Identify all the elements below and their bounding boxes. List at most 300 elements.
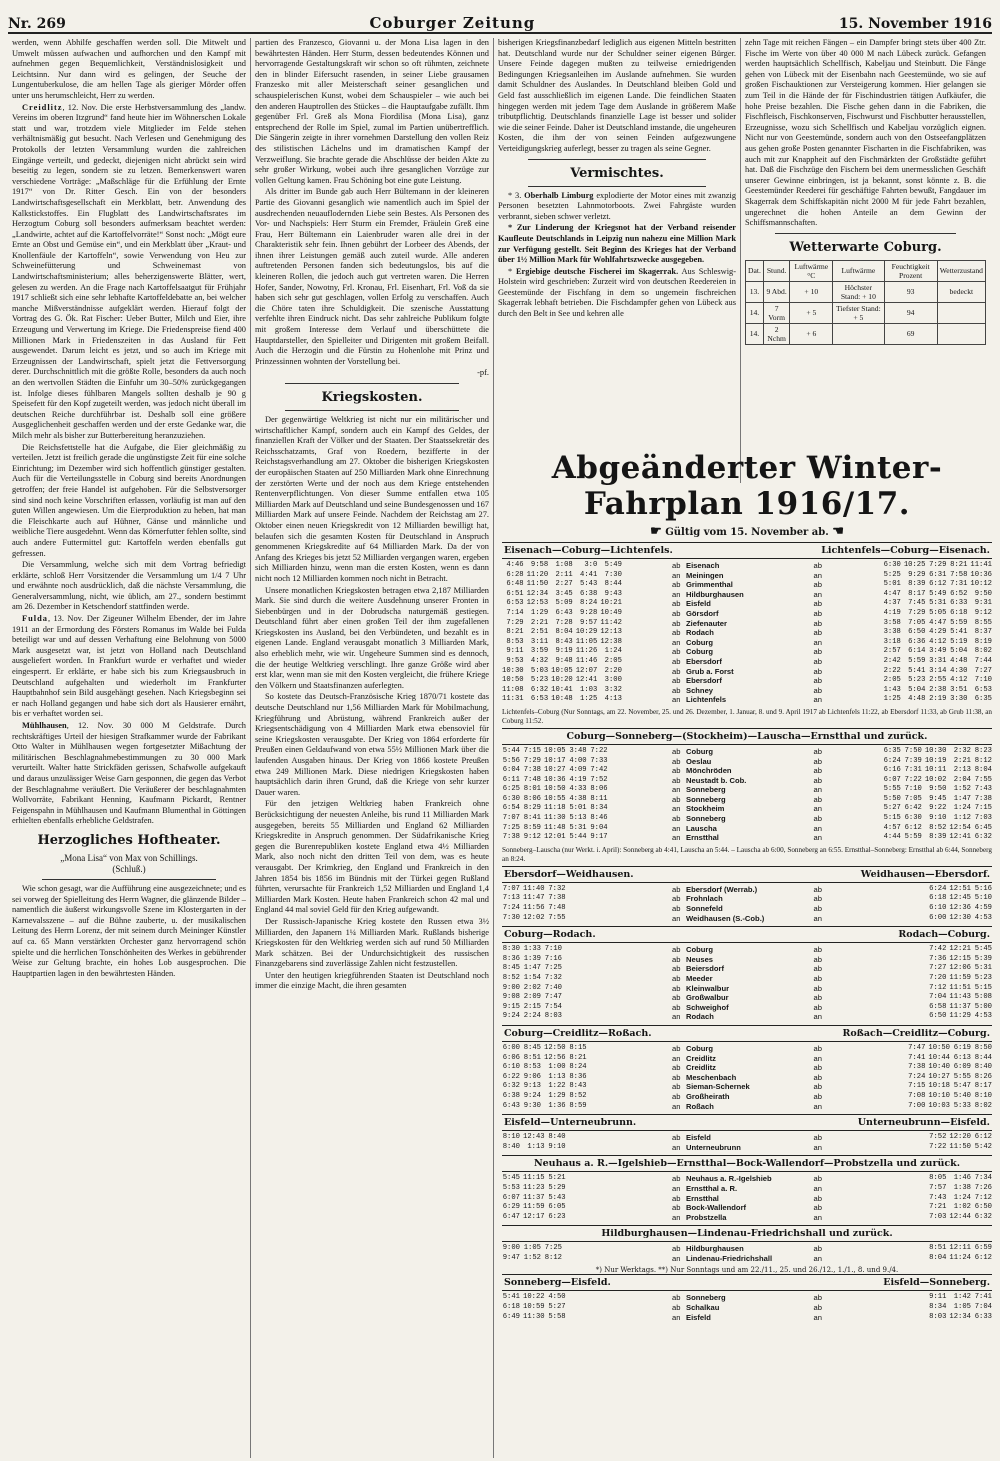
departure-time: 1:24 bbox=[604, 647, 622, 656]
departure-time: 6:35 bbox=[883, 746, 901, 755]
station-row bbox=[672, 619, 822, 629]
station-row bbox=[672, 1213, 822, 1223]
departure-time: 6:47 bbox=[502, 1212, 520, 1221]
train-column bbox=[502, 747, 520, 843]
departure-time: 8:10 bbox=[502, 1133, 520, 1142]
departure-time: 6:33 bbox=[974, 1312, 992, 1321]
station-row bbox=[672, 609, 822, 619]
outbound-times bbox=[502, 885, 672, 923]
departure-time: 5:16 bbox=[974, 884, 992, 893]
timetable bbox=[502, 450, 992, 1325]
departure-time: 1:13 bbox=[527, 1142, 545, 1151]
route-block bbox=[502, 1044, 992, 1111]
departure-time: 9:22 bbox=[929, 804, 947, 813]
station-row bbox=[672, 638, 822, 648]
arrival-departure-flag: an bbox=[813, 695, 822, 705]
station-name: Neustadt b. Cob. bbox=[686, 775, 747, 785]
arrival-departure-flag: ab bbox=[813, 766, 822, 776]
departure-time: 9:13 bbox=[523, 1082, 541, 1091]
misc-heading: Vermischtes. bbox=[570, 165, 664, 181]
arrival-departure-flag: an bbox=[672, 1142, 681, 1152]
station-row bbox=[672, 695, 822, 705]
departure-time: 11:40 bbox=[523, 884, 545, 893]
departure-time: 12:56 bbox=[544, 1053, 566, 1062]
war-costs-p3: So kostete das Deutsch-Französische Krieg 1870/71 kostete das deutsche Deutschland nur 1,56 Milliarden Mark für Mobilmachung, Kriegführung und Abrüstung, während Frankreich außer der Kriegsentschädigung von 4 Milliarden Mark etwa ebensoviel für seine Kriegskosten verausgabte. Der Krieg von 1864 erforderte für Preußen einen Geldaufwand von etwa 55½ Millionen Mark über die laufenden Ausgaben hinaus. Der Krieg von 1866 kostete Preußen etwa 249 Millionen Mark. Diese niedrigen Kriegskosten haben hauptsächlich darin ihren Grund, daß die Kriege von sehr kurzer Dauer waren. bbox=[255, 692, 489, 797]
departure-time: 6:11 bbox=[502, 775, 520, 784]
departure-time: 5:40 bbox=[953, 1091, 971, 1100]
station-row bbox=[672, 1203, 822, 1213]
departure-time: 1:47 bbox=[953, 794, 971, 803]
train-column bbox=[925, 747, 947, 843]
arrival-departure-flag: ab bbox=[672, 1082, 681, 1092]
departure-time: 6:43 bbox=[502, 1101, 520, 1110]
departure-time: 6:18 bbox=[502, 1303, 520, 1312]
departure-time: 10:18 bbox=[928, 1082, 950, 1091]
arrival-departure-flag: ab bbox=[672, 1174, 681, 1184]
arrival-departure-flag: ab bbox=[672, 884, 681, 894]
departure-time: 11:56 bbox=[523, 904, 545, 913]
arrival-departure-flag: an bbox=[672, 637, 681, 647]
station-row bbox=[672, 1303, 822, 1313]
departure-time: 11:08 bbox=[502, 685, 524, 694]
departure-time: 6:50 bbox=[974, 1203, 992, 1212]
station-name: Ebersdorf bbox=[686, 676, 722, 686]
station-name: Meeder bbox=[686, 974, 713, 983]
departure-time: 8:12 bbox=[974, 756, 992, 765]
station-name: Oeslau bbox=[686, 756, 712, 766]
departure-time: 6:14 bbox=[908, 647, 926, 656]
weather-cell: + 5 bbox=[790, 302, 833, 323]
train-column bbox=[974, 945, 992, 1022]
departure-time: 11:15 bbox=[523, 1174, 545, 1183]
departure-time: 9:11 bbox=[506, 647, 524, 656]
departure-time: 11:05 bbox=[575, 637, 598, 646]
departure-time: 8:10 bbox=[974, 1091, 992, 1100]
arrival-departure-flag: an bbox=[813, 637, 822, 647]
departure-time: 9:00 bbox=[502, 1244, 520, 1253]
departure-time: 7:15 bbox=[908, 1082, 926, 1091]
arrival-departure-flag: an bbox=[813, 1253, 822, 1263]
departure-time: 8:04 bbox=[555, 628, 573, 637]
departure-time: 7:07 bbox=[502, 884, 520, 893]
departure-time: 8:26 bbox=[974, 1072, 992, 1081]
column-2 bbox=[251, 38, 494, 1458]
station-name: Creidlitz bbox=[686, 1053, 716, 1063]
return-times bbox=[822, 1133, 992, 1152]
departure-time: 9:24 bbox=[502, 1012, 520, 1021]
departure-time: 6:53 bbox=[506, 599, 524, 608]
train-column bbox=[970, 561, 992, 705]
departure-time: 4:12 bbox=[950, 676, 968, 685]
page-number: Nr. 269 bbox=[8, 16, 66, 32]
departure-time: 7:44 bbox=[974, 656, 992, 665]
arrival-departure-flag: ab bbox=[813, 1002, 822, 1012]
weather-cell bbox=[937, 302, 985, 323]
arrival-departure-flag: an bbox=[813, 1212, 822, 1222]
station-row bbox=[672, 1133, 822, 1143]
departure-time: 3:11 bbox=[530, 637, 549, 646]
station-row bbox=[672, 824, 822, 834]
divider bbox=[42, 879, 216, 880]
departure-time: 2:22 bbox=[883, 666, 901, 675]
departure-time: 6:12 bbox=[904, 823, 922, 832]
route-block bbox=[502, 1174, 992, 1222]
departure-time: 10:36 bbox=[544, 775, 566, 784]
arrival-departure-flag: ab bbox=[813, 1293, 822, 1303]
departure-time: 7:25 bbox=[502, 823, 520, 832]
muehlhausen-dateline: Mühlhausen bbox=[22, 721, 67, 730]
arrival-departure-flag: ab bbox=[813, 1193, 822, 1203]
departure-time: 4:59 bbox=[974, 904, 992, 913]
departure-time: 7:48 bbox=[523, 775, 541, 784]
arrival-departure-flag: an bbox=[672, 823, 681, 833]
route-title: Neuhaus a. R.—Igelshieb—Ernstthal—Bock-Wallendorf—Probstzella und zurück. bbox=[533, 1158, 961, 1170]
departure-time: 4:13 bbox=[604, 695, 622, 704]
station-row bbox=[672, 814, 822, 824]
departure-time: 7:27 bbox=[974, 666, 992, 675]
station-name: Creidlitz bbox=[686, 1063, 716, 1073]
departure-time: 8:41 bbox=[523, 814, 541, 823]
train-column bbox=[544, 747, 566, 843]
timetable-validity bbox=[502, 524, 992, 539]
station-name: Ernstthal a. R. bbox=[686, 1183, 738, 1193]
departure-time: 12:02 bbox=[523, 913, 545, 922]
arrival-departure-flag: ab bbox=[813, 647, 822, 657]
departure-time: 6:52 bbox=[950, 589, 968, 598]
station-name: Probstzella bbox=[686, 1212, 727, 1222]
limburg-dateline: Oberhalb Limburg bbox=[524, 190, 594, 200]
arrival-departure-flag: ab bbox=[672, 1091, 681, 1101]
departure-time: 7:50 bbox=[904, 746, 922, 755]
departure-time: 6:22 bbox=[502, 1072, 520, 1081]
departure-time: 12:45 bbox=[949, 894, 971, 903]
arrival-departure-flag: ab bbox=[672, 1203, 681, 1213]
train-column bbox=[548, 1293, 566, 1322]
arrival-departure-flag: ab bbox=[672, 904, 681, 914]
departure-time: 11:30 bbox=[523, 1312, 545, 1321]
departure-time: 9:00 bbox=[502, 983, 520, 992]
arrival-departure-flag: ab bbox=[813, 1063, 822, 1073]
station-row bbox=[672, 1254, 822, 1264]
arrival-departure-flag: an bbox=[672, 1012, 681, 1022]
departure-time: 7:38 bbox=[974, 794, 992, 803]
station-name: Roßach bbox=[686, 1101, 714, 1111]
return-times bbox=[822, 885, 992, 923]
departure-time: 10:55 bbox=[544, 794, 566, 803]
train-column bbox=[928, 945, 946, 1022]
departure-time: 7:29 bbox=[929, 561, 947, 569]
weather-cell: 7 Vorm bbox=[763, 302, 790, 323]
departure-time: 7:47 bbox=[544, 993, 562, 1002]
station-name: Eisfeld bbox=[686, 1312, 711, 1322]
departure-time: 8:23 bbox=[974, 746, 992, 755]
route-right-title: Lichtenfels—Coburg—Eisenach. bbox=[821, 545, 990, 556]
departure-time: 8:04 bbox=[974, 766, 992, 775]
departure-time: 7:10 bbox=[904, 785, 922, 794]
station-list bbox=[672, 885, 822, 923]
arrival-departure-flag: ab bbox=[672, 954, 681, 964]
departure-time: 10:30 bbox=[502, 666, 524, 675]
arrival-departure-flag: ab bbox=[672, 1244, 681, 1254]
departure-time: 7:42 bbox=[929, 945, 947, 954]
departure-time: 5:42 bbox=[974, 1142, 992, 1151]
departure-time: 8:12 bbox=[544, 1253, 562, 1262]
departure-time: 4:19 bbox=[569, 775, 587, 784]
departure-time: 2:05 bbox=[883, 676, 901, 685]
departure-time: 7:20 bbox=[929, 974, 947, 982]
route-coburg-rodach-head bbox=[502, 926, 992, 943]
station-row bbox=[672, 955, 822, 965]
departure-time: 7:36 bbox=[929, 954, 947, 963]
departure-time: 5:41 bbox=[908, 666, 926, 675]
weather-cell: 13. bbox=[746, 281, 764, 302]
train-column bbox=[523, 1293, 545, 1322]
departure-time: 2:04 bbox=[953, 775, 971, 784]
departure-time: 6:24 bbox=[929, 884, 947, 893]
departure-time: 7:54 bbox=[544, 1002, 562, 1011]
train-column bbox=[904, 561, 926, 705]
train-column bbox=[551, 561, 573, 705]
departure-time: 11:30 bbox=[544, 814, 566, 823]
departure-time: 5:59 bbox=[908, 656, 926, 665]
departure-time: 8:52 bbox=[569, 1091, 587, 1100]
departure-time: 7:24 bbox=[502, 904, 520, 913]
departure-time: 11:31 bbox=[502, 695, 524, 704]
departure-time: 6:12 bbox=[974, 1253, 992, 1262]
departure-time: 7:00 bbox=[908, 1101, 926, 1110]
departure-time: 10:40 bbox=[928, 1063, 950, 1072]
arrival-departure-flag: an bbox=[672, 913, 681, 923]
departure-time: 2:19 bbox=[929, 695, 947, 704]
departure-time: 6:33 bbox=[950, 599, 968, 608]
creidlitz-dateline: Creidlitz bbox=[22, 102, 63, 112]
weather-col-temp: Luftwärme °C bbox=[790, 260, 833, 281]
train-column bbox=[949, 1174, 971, 1222]
train-column bbox=[974, 747, 992, 843]
route-block bbox=[502, 1133, 992, 1152]
arrival-departure-flag: an bbox=[813, 1312, 822, 1322]
arrival-departure-flag: ab bbox=[813, 794, 822, 804]
route-neuhaus-probstzella-head bbox=[502, 1155, 992, 1172]
divider bbox=[528, 159, 706, 160]
departure-time: 2:42 bbox=[883, 656, 901, 665]
arrival-departure-flag: an bbox=[813, 1183, 822, 1193]
departure-time: 6:53 bbox=[974, 685, 992, 694]
arrival-departure-flag: ab bbox=[813, 1303, 822, 1313]
divider bbox=[285, 383, 459, 384]
arrival-departure-flag: ab bbox=[672, 1293, 681, 1303]
departure-time: 7:28 bbox=[555, 618, 573, 627]
arrival-departure-flag: ab bbox=[813, 561, 822, 570]
departure-time: 8:05 bbox=[929, 1174, 947, 1183]
departure-time: 2:20 bbox=[604, 666, 622, 675]
station-name: Sonneberg bbox=[686, 794, 726, 804]
arrival-departure-flag: ab bbox=[672, 775, 681, 785]
weather-cell: + 6 bbox=[790, 323, 833, 344]
theater-heading: Herzogliches Hoftheater. bbox=[37, 832, 221, 848]
train-column bbox=[974, 1044, 992, 1111]
arrival-departure-flag: ab bbox=[813, 676, 822, 686]
departure-time: 5:59 bbox=[904, 833, 922, 842]
departure-time: 7:12 bbox=[929, 983, 947, 992]
departure-time: 10:05 bbox=[544, 746, 566, 755]
station-row bbox=[672, 1003, 822, 1013]
route-coburg-rossach-head bbox=[502, 1025, 992, 1042]
departure-time: 7:39 bbox=[904, 756, 922, 765]
departure-time: 9:15 bbox=[502, 1002, 520, 1011]
train-column bbox=[502, 1244, 520, 1263]
departure-time: 7:15 bbox=[523, 746, 541, 755]
departure-time: 12:43 bbox=[523, 1133, 545, 1142]
theater-review-cast: Als dritter im Bunde gab auch Herr Bültemann in der kleineren Partie des Giovanni gesanglich wie namentlich auch im Spiel der ausdrechenden neuauflodernden Liebe sein Bestes. Als Personen des Vor- und Nachspiels: Herr Sturm ein Fremder, Fräulein Greß eine Frau, Herr Bültemann ein Laienbruder waren alle drei in der Charakteristik sehr fein. Ihnen gebührt der Lorbeer des Abends, der ihnen ihrer Leistungen gemäß auch zuteil wurde. Alle anderen auftretenden Personen fanden sich bedeutungslos, bis auf die kleineren Rollen, die jedoch auch gut vertreten waren. Die Herren Hofer, Sander, Nowotny, Frl. Kronau, Frl. Eisenhart, Frl. Voß da sie haben sich sehr gut geschlagen, vollen Erfolg zu verschaffen. Auch die Chöre taten ihre Schuldigkeit. Die szenische Ausstattung verfehlte ihren Eindruck nicht. Das sehr zahlreiche Publikum folgte mit großem Interesse dem Verlauf und überschüttete die Hauptdarsteller, den Spielleiter und Dirigenten mit großem Beifall. Auch die Herzogin und die Fürstin zu Hohenlohe mit Prinz und Prinzessinnen wohnten der Vorstellung bei. bbox=[255, 187, 489, 366]
departure-time: 6:29 bbox=[502, 1203, 520, 1212]
departure-time: 7:40 bbox=[544, 983, 562, 992]
fishing-text: Aus Schleswig-Holstein wird geschrieben: Zurzeit wird von deutschen Reedereien in Geestemünde der Fischfang in dem so ungemein fischreichen Skagerrak lebhaft betrieben. Die Fischdampfer gehen von Lübeck aus durch den Belt in See und kehren alle bbox=[498, 266, 736, 319]
departure-time: 9:08 bbox=[502, 993, 520, 1002]
arrival-departure-flag: an bbox=[672, 1101, 681, 1111]
departure-time: 9:50 bbox=[929, 785, 947, 794]
departure-time: 3:38 bbox=[883, 628, 901, 637]
station-name: Großheirath bbox=[686, 1091, 730, 1101]
divider bbox=[285, 410, 459, 411]
arrival-departure-flag: ab bbox=[813, 656, 822, 666]
departure-time: 6:51 bbox=[506, 589, 524, 598]
weather-col-hour: Stund. bbox=[763, 260, 790, 281]
train-column bbox=[523, 945, 541, 1022]
departure-time: 4:33 bbox=[569, 785, 587, 794]
meeting-close-paragraph: Die Versammlung, welche sich mit dem Vortrag befriedigt erklärte, schloß Herr Vorsitzender die Versammlung um 1/4 7 Uhr und erwähnte noch ausdrücklich, daß die nächste Versammlung, die Generalversammlung, nicht, wie üblich, am 27., sondern bestimmt am 26. Dezember in Ketschendorf stattfinden werde. bbox=[12, 560, 246, 612]
departure-time: 3:0 bbox=[584, 561, 598, 569]
train-column bbox=[502, 945, 520, 1022]
station-name: Eisenach bbox=[686, 561, 720, 570]
departure-time: 6:24 bbox=[883, 756, 901, 765]
departure-time: 2:13 bbox=[953, 766, 971, 775]
arrival-departure-flag: ab bbox=[813, 580, 822, 590]
departure-time: 9:04 bbox=[590, 823, 608, 832]
station-name: Lindenau-Friedrichshall bbox=[686, 1253, 773, 1263]
war-costs-p4: Für den jetzigen Weltkrieg haben Frankreich ohne Berücksichtigung der neuesten Anleihe, bis rund 11 Milliarden Mark ausgegeben, bereits 55 Milliarden und England 62 Milliarden Kriegskredite in Anspruch genommen. Der Südafrikanische Krieg gegen die Burenrepubliken kostete England etwa 4½ Milliarden Mark, also noch nicht den dritten Teil von dem, was es heute verausgabt. Der Krimkrieg, den England und Frankreich in den Jahren 1854 bis 1856 im Bündnis mit der Türkei gegen Rußland führten, verursachte für Frankreich 1,52 Milliarden und England 1,4 Milliarden Mark Kosten. Heute haben Frankreich schon 42 mal und England 44 mal soviel Geld für den Krieg aufgewandt. bbox=[255, 799, 489, 915]
departure-time: 3:30 bbox=[950, 695, 968, 704]
departure-time: 7:32 bbox=[548, 884, 566, 893]
departure-time: 1:13 bbox=[548, 1072, 566, 1081]
departure-time: 1:24 bbox=[953, 804, 971, 813]
weather-row bbox=[746, 323, 986, 344]
departure-time: 1:05 bbox=[523, 1244, 541, 1253]
departure-time: 6:10 bbox=[502, 1063, 520, 1072]
departure-time: 11:42 bbox=[600, 618, 622, 627]
station-name: Coburg bbox=[686, 637, 713, 647]
departure-time: 7:52 bbox=[929, 1133, 947, 1142]
departure-time: 9:53 bbox=[506, 656, 524, 665]
theater-subheading: „Mona Lisa“ von Max von Schillings. bbox=[60, 852, 198, 863]
arrival-departure-flag: ab bbox=[672, 628, 681, 638]
weather-col-humidity: Feuchtigkeit Prozent bbox=[884, 260, 937, 281]
route-title: Coburg—Sonneberg—(Stockheim)—Lauscha—Ernstthal und zurück. bbox=[566, 730, 928, 742]
train-column bbox=[953, 1044, 971, 1111]
route-left-title: Eisfeld—Unterneubrunn. bbox=[504, 1117, 637, 1129]
arrival-departure-flag: ab bbox=[813, 974, 822, 983]
route-block bbox=[502, 945, 992, 1022]
train-column bbox=[502, 1133, 520, 1152]
eggs-paragraph: Die Reichsfettstelle hat die Aufgabe, die Eier gleichmäßig zu verteilen. Jetzt ist freilich gerade die ungünstigste Zeit für eine solche Einrichtung; im Dezember wird sich hoffentlich günstiger gestalten. Auch für die Verteilungsstelle in Coburg sind bereits Anordnungen getroffen; der freie Handel ist aufgehoben. Für die Selbstversorger sind sind noch keine Vorschriften erlassen, vorläufig ist man auf den guten Willen angewiesen. Um die Eierproduktion zu heben, hat man die Fleischkarte auch auf Hühner, Gänse und männliche und weibliche Tiere ausgedehnt. Wenn das Körnerfutter fehlen sollte, sind auch andere Futtermittel gut: Kartoffeln werden ebenfalls gut gefressen. bbox=[12, 442, 246, 558]
arrival-departure-flag: ab bbox=[672, 656, 681, 666]
departure-time: 6:13 bbox=[953, 1053, 971, 1062]
departure-time: 11:26 bbox=[575, 647, 598, 656]
departure-time: 8:52 bbox=[929, 823, 947, 832]
outbound-times bbox=[502, 1044, 672, 1111]
arrival-departure-flag: an bbox=[813, 1012, 822, 1022]
departure-time: 5:33 bbox=[953, 1101, 971, 1110]
station-row bbox=[672, 1082, 822, 1092]
departure-time: 5:10 bbox=[974, 894, 992, 903]
departure-time: 6:30 bbox=[904, 814, 922, 823]
timetable-footnote: *) Nur Werktags. **) Nur Sonntags und am 22./11., 25. und 26./12., 1./1., 8. und 9./4. bbox=[595, 1266, 899, 1275]
departure-time: 6:32 bbox=[974, 1212, 992, 1221]
departure-time: 3:14 bbox=[929, 666, 947, 675]
departure-time: 1:43 bbox=[883, 685, 901, 694]
muehlhausen-report bbox=[12, 721, 246, 827]
departure-time: 6:30 bbox=[883, 561, 901, 569]
weather-cell: + 10 bbox=[790, 281, 833, 302]
departure-time: 1:08 bbox=[555, 561, 573, 569]
departure-time: 9:06 bbox=[523, 1072, 541, 1081]
fulda-text: , 13. Nov. Der Zigeuner Wilhelm Ebender, der im Jahre 1911 an der Ermordung des Försters Romanus im Walde bei Fulda beteiligt war und auf dessen Verhaftung eine Belohnung von 5000 Mark ausgesetzt war, ist jetzt von Holland nach Deutschland ausgeliefert worden. In Frankfurt wurde er verhaftet und wieder eingesperrt. Er erklärte, er habe sich bis zum Kriegsausbruch in Deutschland aufgehalten und wiederholt im Frankfurter Hauptbahnhof sein Bild ausgehängt gesehen. Nach Kriegsbeginn sei er nach Holland gegangen und habe sich dort als Hausierer ernährt, bis er verhaftet worden sei. bbox=[12, 614, 246, 719]
route-hildburghausen-lindenau-head bbox=[502, 1225, 992, 1242]
departure-time: 7:43 bbox=[929, 1193, 947, 1202]
theater-review-cont: partien des Franzesco, Giovanni u. der Mona Lisa lagen in den bewährtesten Händen. Herr Sturm, dessen bedeutendes Können und hervorragende Gestaltungskraft wir schon so oft rühmten, zeichnete den in blinder Eifersucht rasenden, in seiner Liebe grausamen Franzesko mit aller Meisterschaft seiner gesanglichen und schauspielerischen Kunst, wobei dem Schauspieler – wie auch bei den anderen Hauptrollen des Stückes – die Hauptaufgabe zufällt. Ihm gegenüber Frl. Greß als Mona Fiordilisa (Mona Lisa), ganz entsprechend der Rolle im Spiel, zumal im Partien unübertrefflich. Die Sängerin zeigte in ihrer vornehmen Darstellung den vollen Reiz des stilistischen Lächelns und im dramatischen Kampf der Verzweiflung. Sie brachte gerade die Abschlüsse der beiden Akte zu sehr großer Wirkung, wobei auch ihre gesanglichen Vorzüge zur vollen Geltung kamen. Frau Schöning bot eine gute Leistung. bbox=[255, 38, 489, 185]
arrival-departure-flag: an bbox=[672, 1212, 681, 1222]
departure-time: 7:30 bbox=[502, 913, 520, 922]
weather-cell: bedeckt bbox=[937, 281, 985, 302]
departure-time: 5:43 bbox=[548, 1193, 566, 1202]
fulda-report bbox=[12, 614, 246, 720]
station-name: Meschenbach bbox=[686, 1072, 737, 1082]
departure-time: 6:23 bbox=[548, 1212, 566, 1221]
station-row bbox=[672, 904, 822, 914]
return-times bbox=[822, 1244, 992, 1263]
fishing-item: * Ergiebige deutsche Fischerei im Skagerrak. Aus Schleswig-Holstein wird geschrieben: Zurzeit wird von deutschen Reedereien in Geestemünde der Fischfang in dem so ungemein fischreichen Skagerrak lebhaft betrieben. Die Fischdampfer gehen von Lübeck aus durch den Belt in See und kehren alle bbox=[498, 266, 736, 319]
departure-time: 5:05 bbox=[929, 608, 947, 617]
departure-time: 10:48 bbox=[551, 695, 573, 704]
departure-time: 8:15 bbox=[569, 1043, 587, 1052]
train-column bbox=[928, 1133, 946, 1152]
train-column bbox=[523, 1174, 545, 1222]
departure-time: 12:54 bbox=[949, 823, 971, 832]
station-name: Sonneberg bbox=[686, 785, 726, 795]
arrival-departure-flag: ab bbox=[813, 964, 822, 974]
departure-time: 4:38 bbox=[569, 794, 587, 803]
departure-time: 9:47 bbox=[502, 1253, 520, 1262]
station-row bbox=[672, 776, 822, 786]
arrival-departure-flag: ab bbox=[672, 993, 681, 1003]
arrival-departure-flag: ab bbox=[672, 685, 681, 695]
departure-time: 5:03 bbox=[530, 666, 549, 675]
departure-time: 7:04 bbox=[929, 993, 947, 1002]
departure-time: 1:54 bbox=[523, 974, 541, 982]
outbound-times bbox=[502, 945, 672, 1022]
timetable-title: Abgeänderter Winter-Fahrplan 1916/17. bbox=[551, 450, 943, 522]
arrival-departure-flag: ab bbox=[813, 599, 822, 609]
departure-time: 7:43 bbox=[974, 785, 992, 794]
weather-cell: Tiefster Stand: + 5 bbox=[833, 302, 884, 323]
departure-time: 10:17 bbox=[544, 756, 566, 765]
departure-time: 7:26 bbox=[974, 1183, 992, 1192]
departure-time: 9:28 bbox=[580, 608, 598, 617]
arrival-departure-flag: ab bbox=[813, 756, 822, 766]
departure-time: 6:42 bbox=[904, 804, 922, 813]
weather-cell: Höchster Stand: + 10 bbox=[833, 281, 884, 302]
departure-time: 5:21 bbox=[548, 1174, 566, 1183]
